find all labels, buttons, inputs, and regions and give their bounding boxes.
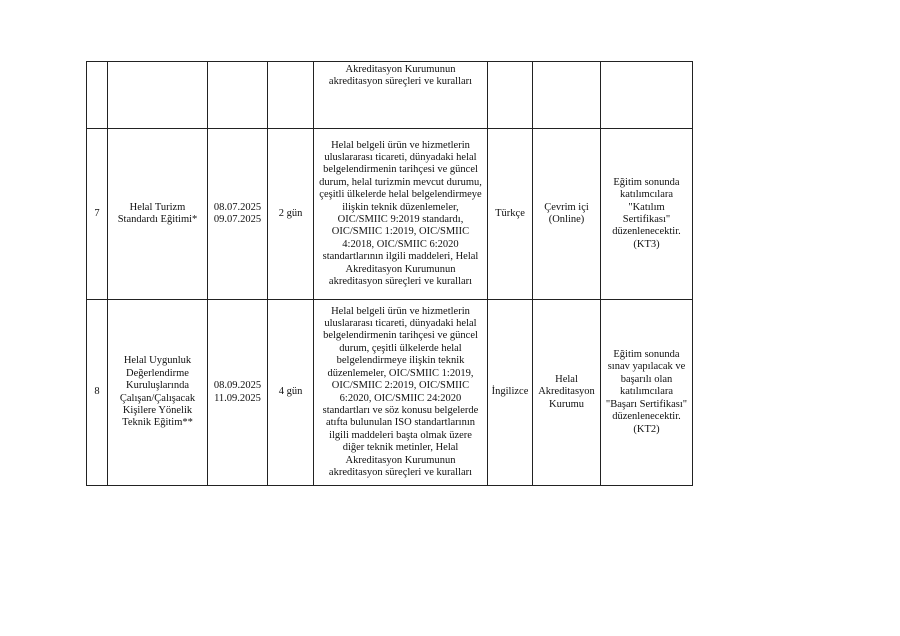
cell-name: Helal Turizm Standardı Eğitimi* xyxy=(108,129,208,300)
cell-duration xyxy=(268,62,314,129)
table-row-continued xyxy=(87,62,693,129)
cell-dates xyxy=(208,62,268,129)
cell-dates: 08.07.2025 09.07.2025 xyxy=(208,129,268,300)
table-row xyxy=(87,300,693,486)
cell-description: Helal belgeli ürün ve hizmetlerin uluslararası ticareti, dünyadaki helal belgelendirmenin tarihçesi ve güncel durum, çeşitli ülkelerde helal belgelendirmeye ilişkin teknik düzenlemeler, OIC/SMIIC 1:2019, OIC/SMIIC 2:2019, OIC/SMIIC 6:2020, OIC/SMIIC 24:2020 standartları ve söz konusu belgelerde atıfta bulunulan ISO standartlarının ilgili maddeleri başta olmak üzere diğer teknik metinler, Helal Akreditasyon Kurumunun akreditasyon süreçleri ve kuralları xyxy=(314,300,488,486)
training-table xyxy=(86,61,693,486)
cell-certificate: Eğitim sonunda katılımcılara "Katılım Sertifikası" düzenlenecektir. (KT3) xyxy=(601,129,693,300)
cell-language xyxy=(488,62,533,129)
cell-location: Helal Akreditasyon Kurumu xyxy=(533,300,601,486)
cell-dates: 08.09.2025 11.09.2025 xyxy=(208,300,268,486)
cell-description: Akreditasyon Kurumunun akreditasyon süreçleri ve kuralları xyxy=(314,62,488,129)
cell-name xyxy=(108,62,208,129)
cell-no xyxy=(87,62,108,129)
cell-no: 7 xyxy=(87,129,108,300)
cell-name: Helal Uygunluk Değerlendirme Kuruluşlarında Çalışan/Çalışacak Kişilere Yönelik Teknik Eğitim** xyxy=(108,300,208,486)
table-row xyxy=(87,129,693,300)
cell-duration: 4 gün xyxy=(268,300,314,486)
cell-location: Çevrim içi (Online) xyxy=(533,129,601,300)
cell-language: Türkçe xyxy=(488,129,533,300)
cell-duration: 2 gün xyxy=(268,129,314,300)
cell-language: İngilizce xyxy=(488,300,533,486)
cell-description: Helal belgeli ürün ve hizmetlerin uluslararası ticareti, dünyadaki helal belgelendirmenin tarihçesi ve güncel durum, helal turizmin mevcut durumu, çeşitli ülkelerde helal belgelendirmeye ilişkin teknik düzenlemeler, OIC/SMIIC 9:2019 standardı, OIC/SMIIC 1:2019, OIC/SMIIC 4:2018, OIC/SMIIC 6:2020 standartlarının ilgili maddeleri, Helal Akreditasyon Kurumunun akreditasyon süreçleri ve kuralları xyxy=(314,129,488,300)
cell-certificate xyxy=(601,62,693,129)
cell-no: 8 xyxy=(87,300,108,486)
cell-location xyxy=(533,62,601,129)
cell-certificate: Eğitim sonunda sınav yapılacak ve başarılı olan katılımcılara "Başarı Sertifikası" düzenlenecektir. (KT2) xyxy=(601,300,693,486)
